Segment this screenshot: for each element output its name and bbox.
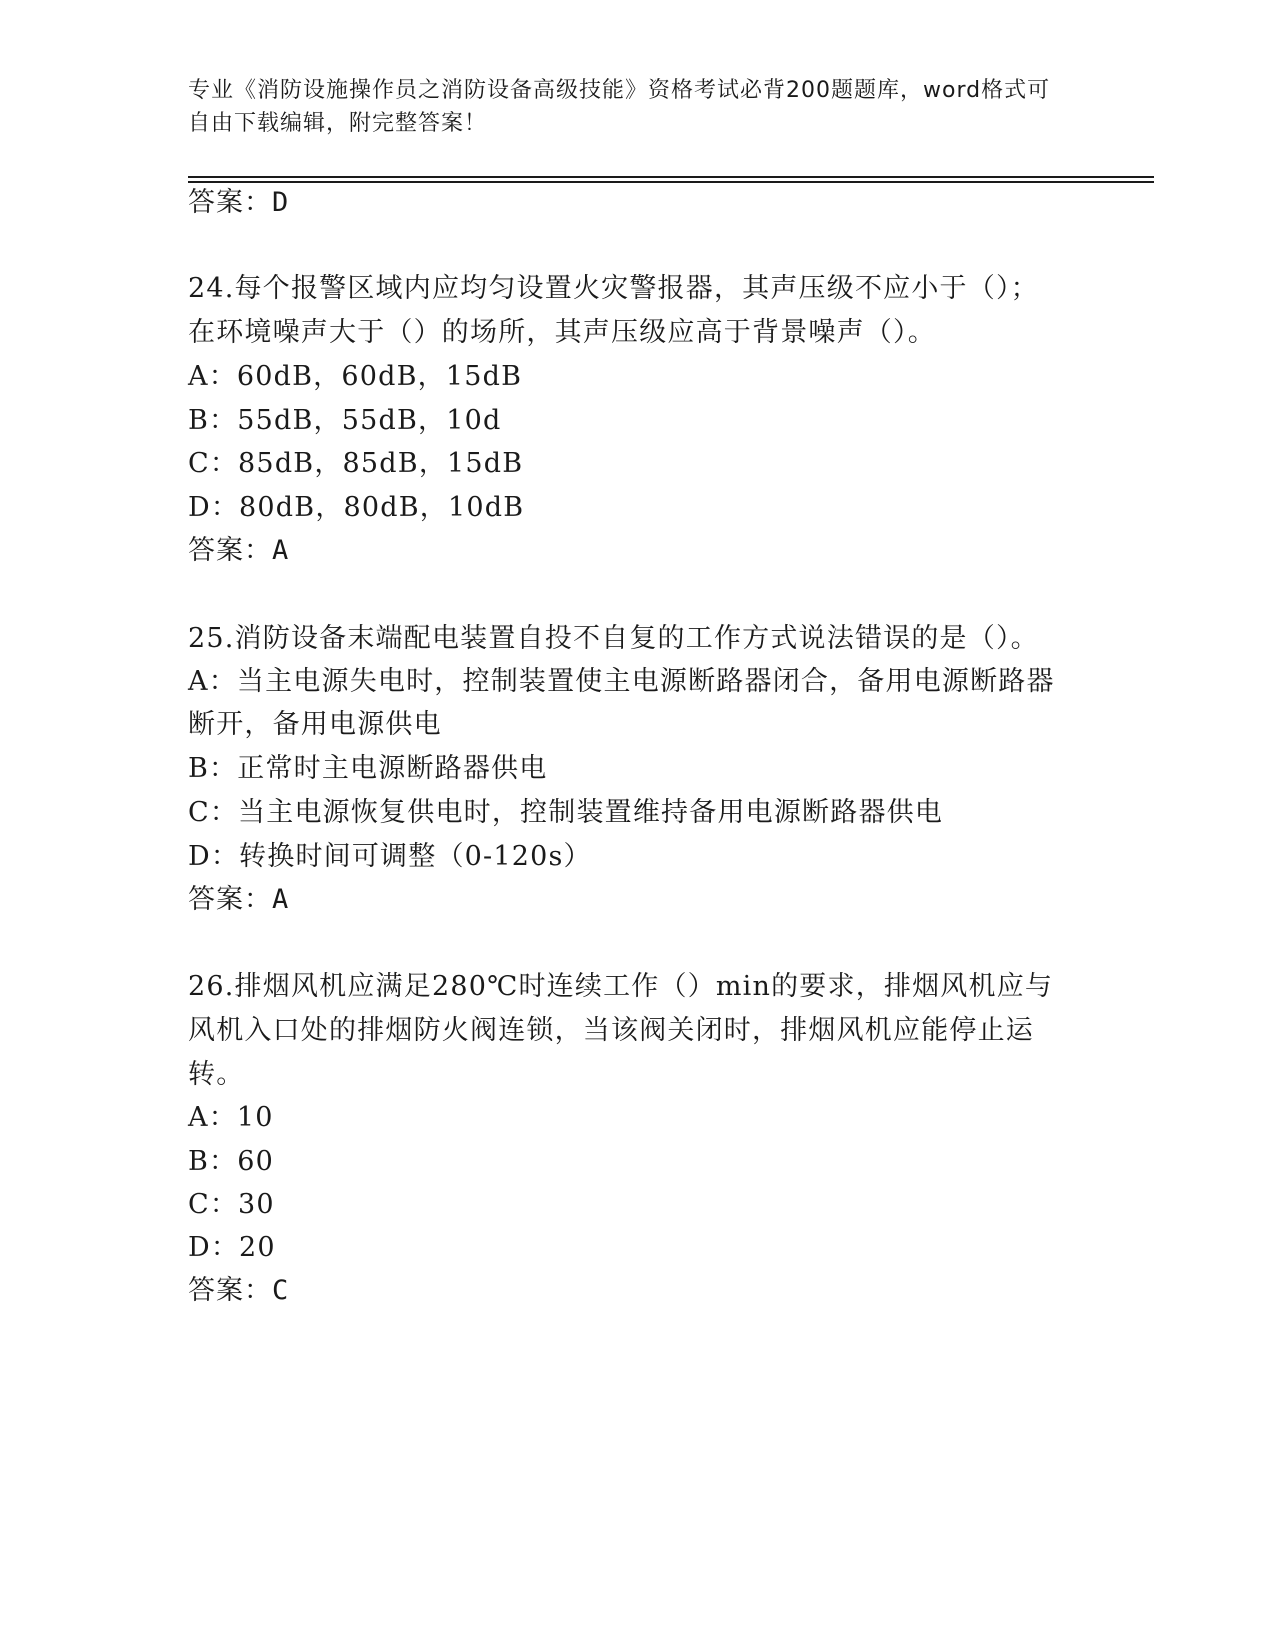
- answer-label: 答案：: [188, 884, 272, 915]
- q26-stem-line3: 转。: [188, 1059, 245, 1090]
- q25-option-b: B：正常时主电源断路器供电: [188, 753, 548, 784]
- q26-option-c: C：30: [188, 1189, 275, 1220]
- q26-stem-line2: 风机入口处的排烟防火阀连锁，当该阀关闭时，排烟风机应能停止运: [188, 1015, 1034, 1046]
- answer-value: A: [272, 884, 290, 915]
- q25-option-a-line1: A：当主电源失电时，控制装置使主电源断路器闭合，备用电源断路器: [188, 666, 1055, 697]
- document-header: 专业《消防设施操作员之消防设备高级技能》资格考试必背200题题库，word格式可自由下载编辑，附完整答案！: [188, 78, 1051, 136]
- q26-stem-line1: 26.排烟风机应满足280℃时连续工作（）min的要求，排烟风机应与: [188, 971, 1054, 1002]
- q24-option-c: C：85dB，85dB，15dB: [188, 448, 524, 479]
- q25-option-c: C：当主电源恢复供电时，控制装置维持备用电源断路器供电: [188, 797, 944, 828]
- answer-value: A: [272, 535, 290, 566]
- answer-label: 答案：: [188, 535, 272, 566]
- q25-option-a-line2: 断开，备用电源供电: [188, 709, 442, 740]
- prev-answer: [188, 186, 289, 220]
- q25-stem-line1: 25.消防设备末端配电装置自投不自复的工作方式说法错误的是（）。: [188, 623, 1039, 654]
- answer-label: 答案：: [188, 1275, 272, 1306]
- q24-answer: [188, 534, 289, 568]
- answer-label: 答案：: [188, 187, 272, 218]
- q24-stem-line1: 24.每个报警区域内应均匀设置火灾警报器，其声压级不应小于（）；: [188, 273, 1039, 304]
- q25-option-d: D：转换时间可调整（0-120s）: [188, 841, 592, 872]
- header-rule-top: [188, 176, 1154, 178]
- q24-option-a: A：60dB，60dB，15dB: [188, 361, 523, 392]
- q26-option-b: B：60: [188, 1146, 274, 1177]
- q25-answer: [188, 883, 289, 917]
- answer-value: C: [272, 1275, 290, 1306]
- q24-option-d: D：80dB，80dB，10dB: [188, 492, 525, 523]
- q26-option-d: D：20: [188, 1232, 276, 1263]
- q26-answer: [188, 1274, 289, 1308]
- q26-option-a: A：10: [188, 1102, 274, 1133]
- answer-value: D: [272, 187, 290, 218]
- q24-option-b: B：55dB，55dB，10d: [188, 405, 502, 436]
- header-rule-bottom: [188, 181, 1154, 183]
- q24-stem-line2: 在环境噪声大于（）的场所，其声压级应高于背景噪声（）。: [188, 317, 936, 348]
